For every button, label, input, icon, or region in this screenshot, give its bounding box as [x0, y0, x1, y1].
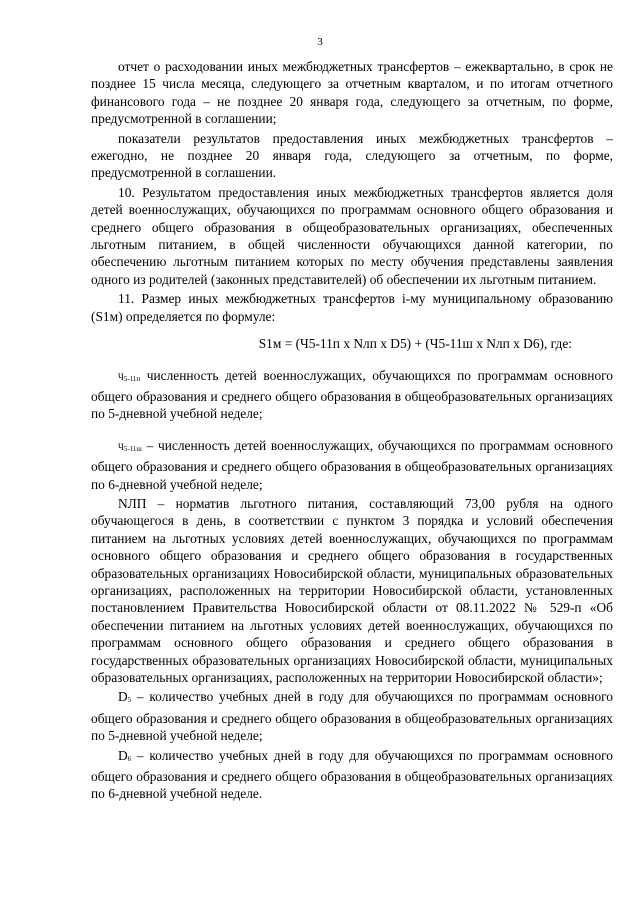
definition-symbol: Ч — [118, 441, 124, 452]
definition-text: – численность детей военнослужащих, обучающихся по программам основного общего образования и среднего общего образования в общеобразовательных организациях по 6-дневной учебной неделе; — [91, 437, 613, 492]
definition-text: – количество учебных дней в году для обучающихся по программам основного общего образования и среднего общего образования в общеобразовательных организациях по 5-дневной учебной неделе; — [91, 689, 613, 744]
definition-subscript: 5 — [127, 696, 132, 705]
formula: S1м = (Ч5-11п x Nлп x D5) + (Ч5-11ш x Nлп x D6), где: — [258, 336, 572, 352]
definition-d5 — [91, 688, 613, 744]
definition-symbol: D — [118, 747, 128, 763]
paragraph-item-10: 10. Результатом предоставления иных межбюджетных трансфертов является доля детей военнослужащих, обучающихся по программам основного общего образования и среднего общего образования в общеобразовательных организациях, обеспеченных льготным питанием, в общей численности обучающихся данной категории, по обеспечению льготным питанием которых по месту обучения представлены заявления одного из родителей (законных представителей) об обеспечении их льготным питанием. — [91, 184, 613, 287]
page-number: 3 — [317, 36, 323, 48]
definition-symbol: Ч — [118, 371, 124, 382]
definition-ch-5-11p — [91, 367, 613, 423]
paragraph-results-indicators: показатели результатов предоставления иных межбюджетных трансфертов – ежегодно, не позднее 20 января года, следующего за отчетным, по форме, предусмотренной в соглашении. — [91, 130, 613, 181]
definition-subscript: 6 — [127, 754, 132, 763]
definition-text: – количество учебных дней в году для обучающихся по программам основного общего образования и среднего общего образования в общеобразовательных организациях по 6-дневной учебной неделе. — [91, 747, 613, 802]
definition-symbol: D — [118, 689, 128, 705]
paragraph-report-expenses: отчет о расходовании иных межбюджетных трансфертов – ежеквартально, в срок не позднее 15 числа месяца, следующего за отчетным кварталом, и по итогам отчетного финансового года – не позднее 20 января года, следующего за отчетным, по форме, предусмотренной в соглашении; — [91, 59, 613, 127]
definition-ch-5-11sh — [91, 437, 613, 493]
definition-d6 — [91, 747, 613, 803]
definition-subscript: 5-11п — [123, 374, 141, 383]
document-body — [91, 58, 613, 805]
paragraph-item-11: 11. Размер иных межбюджетных трансфертов i-му муниципальному образованию (S1м) определяется по формуле: — [91, 291, 613, 324]
definition-nlp — [91, 495, 613, 686]
definition-text: численность детей военнослужащих, обучающихся по программам основного общего образования и среднего общего образования в общеобразовательных организациях по 5-дневной учебной неделе; — [91, 367, 613, 422]
definition-text: – норматив льготного питания, составляющий 73,00 рубля на одного обучающегося в день, в соответствии с пунктом 3 порядка и условий обеспечения питанием на льготных условиях детей военнослужащих, обучающихся по программам основного общего образования и среднего общего образования в государственных образовательных организациях Новосибирской области, муниципальных образовательных организациях, расположенных на территории Новосибирской области, установленных постановлением Правительства Новосибирской области от 08.11.2022 № 529-п «Об обеспечении питанием на льготных условиях детей военнослужащих, обучающихся по программам основного общего образования и среднего общего образования в государственных образовательных организациях Новосибирской области, муниципальных образовательных организациях, расположенных на территории Новосибирской области»; — [91, 495, 613, 685]
definition-subscript: 5-11ш — [123, 444, 142, 453]
definition-symbol: NЛП — [118, 495, 147, 511]
